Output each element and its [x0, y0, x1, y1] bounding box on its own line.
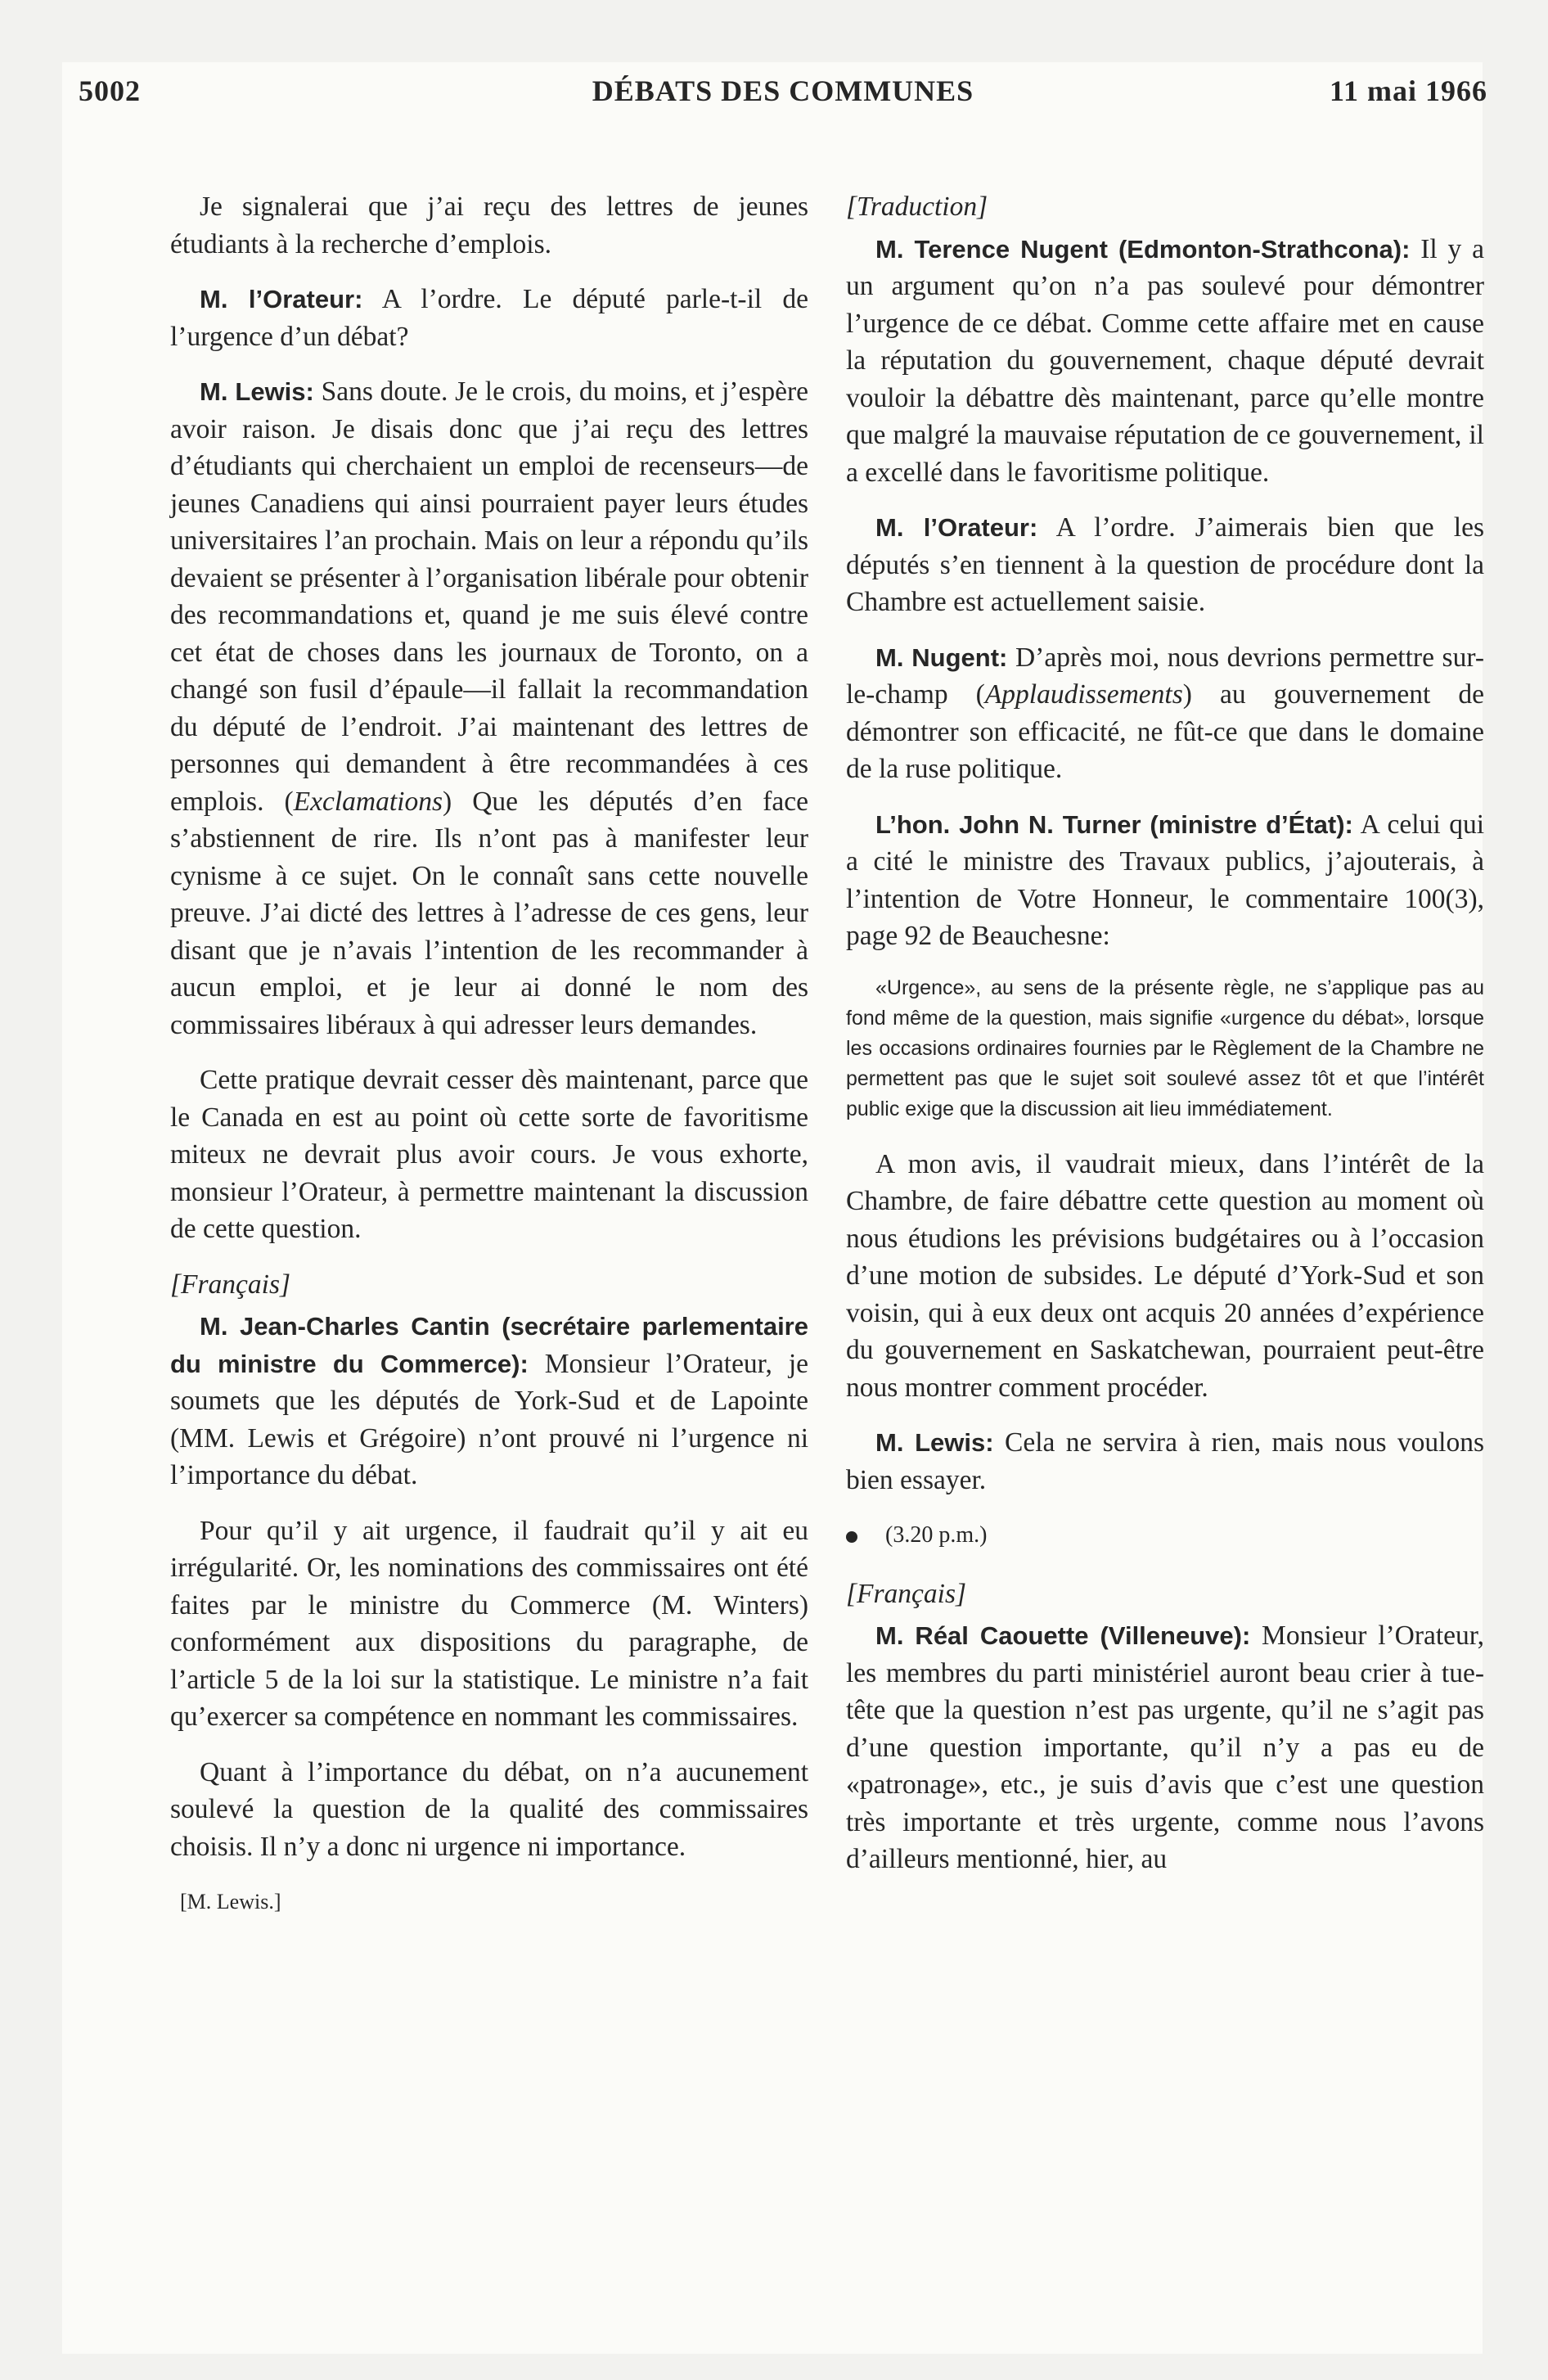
paragraph: Pour qu’il y ait urgence, il faudrait qu’il y ait eu irrégularité. Or, les nominations des commissaires ont été faites par le ministre du Commerce (M. Winters) conformément aux dispositions du paragraphe, de l’article 5 de la loi sur la statistique. Le ministre n’a fait qu’exercer sa compétence en nommant les commissaires. [170, 1515, 808, 1732]
paragraph [846, 1424, 1484, 1499]
paragraph [846, 231, 1484, 492]
paragraph: Cette pratique devrait cesser dès maintenant, parce que le Canada en est au point où cette sorte de favoritisme miteux ne devrait plus avoir cours. Je vous exhorte, monsieur l’Orateur, à permettre maintenant la discussion de cette question. [170, 1065, 808, 1244]
right-column [846, 188, 1484, 1896]
page-date: 11 mai 1966 [1329, 74, 1487, 107]
stage-direction: Exclamations [293, 786, 443, 817]
speech-text: A l’ordre. J’aimerais bien que les députés s’en tiennent à la question de procédure dont la Chambre est actuellement saisie. [846, 512, 1484, 617]
paragraph: Quant à l’importance du débat, on n’a aucunement soulevé la question de la qualité des commissaires choisis. Il n’y a donc ni urgence ni importance. [170, 1756, 808, 1862]
language-marker: [Français] [170, 1269, 291, 1300]
speech-text: Cela ne servira à rien, mais nous voulons bien essayer. [846, 1427, 1484, 1495]
speaker-name: M. Lewis: [200, 377, 314, 406]
paragraph [170, 1308, 808, 1494]
paragraph [846, 806, 1484, 955]
speaker-name: M. Lewis: [875, 1428, 994, 1457]
paragraph: A mon avis, il vaudrait mieux, dans l’intérêt de la Chambre, de faire débattre cette question au moment où nous étudions les prévisions budgétaires ou à l’occasion d’une motion de subsides. Le député d’York-Sud et son voisin, qui à eux deux ont acquis 20 années d’expérience du gouvernement en Saskatchewan, pourraient peut-être nous montrer comment procéder. [846, 1148, 1484, 1403]
speaker-name: L’hon. John N. Turner (ministre d’État): [875, 809, 1353, 839]
speaker-name: M. Nugent: [875, 642, 1008, 672]
paragraph: Je signalerai que j’ai reçu des lettres de jeunes étudiants à la recherche d’emplois. [170, 192, 808, 259]
speaker-name: M. Terence Nugent (Edmonton-Strathcona): [875, 234, 1411, 264]
left-column [170, 188, 808, 1939]
timestamp-text: (3.20 p.m.) [885, 1522, 988, 1548]
timestamp [846, 1517, 1484, 1554]
bullet-icon [846, 1531, 857, 1543]
stage-direction: Applaudissements [984, 679, 1183, 710]
paragraph [170, 281, 808, 355]
page-number: 5002 [79, 74, 141, 107]
speech-text: A l’ordre. Le député parle-t-il de l’urgence d’un débat? [170, 284, 808, 352]
paragraph [846, 1617, 1484, 1878]
language-marker: [Traduction] [846, 192, 988, 222]
page-header [79, 74, 1487, 119]
speech-text: Sans doute. Je le crois, du moins, et j’espère avoir raison. Je disais donc que j’ai reçu des lettres d’étudiants qui cherchaient un emploi de recenseurs—de jeunes Canadiens qui ainsi pourraient payer leurs études universitaires l’an prochain. Mais on leur a répondu qu’ils devaient se présenter à l’organisation libérale pour obtenir des recommandations et, quand je me suis élevé contre cet état de choses dans les journaux de Toronto, on a changé son fusil d’épaule—il fallait la recommandation du député de l’endroit. J’ai maintenant des lettres de personnes qui demandent à être recommandées à ces emplois. ( [170, 376, 809, 817]
paragraph [846, 639, 1484, 788]
speech-text: ) au gouvernement de démontrer son efficacité, ne fût-ce que dans le domaine de la ruse politique. [846, 679, 1484, 784]
speech-text: A celui qui a cité le ministre des Travaux publics, j’ajouterais, à l’intention de Votre Honneur, le commentaire 100(3), page 92 de Beauchesne: [846, 809, 1484, 951]
speech-text: D’après moi, nous devrions permettre sur-le-champ ( [846, 642, 1484, 710]
speaker-name: M. Jean-Charles Cantin (secrétaire parlementaire du ministre du Commerce): [170, 1312, 808, 1378]
column-signature: [M. Lewis.] [180, 1890, 281, 1913]
speech-text: Monsieur l’Orateur, je soumets que les députés de York-Sud et de Lapointe (MM. Lewis et Grégoire) n’ont prouvé ni l’urgence ni l’importance du débat. [170, 1348, 808, 1490]
speaker-name: M. l’Orateur: [200, 285, 363, 313]
page-title: DÉBATS DES COMMUNES [592, 74, 974, 107]
paragraph [846, 509, 1484, 621]
block-quote: «Urgence», au sens de la présente règle, ne s’applique pas au fond même de la question, mais signifie «urgence du débat», lorsque les occasions ordinaires fournies par le Règlement de la Chambre ne permettent pas que le sujet soit soulevé assez tôt et que l’intérêt public exige que la discussion ait lieu immédiatement. [846, 976, 1484, 1120]
speaker-name: M. l’Orateur: [875, 513, 1038, 542]
paragraph [170, 373, 808, 1044]
speech-text: ) Que les députés d’en face s’abstiennent de rire. Ils n’ont pas à manifester leur cynisme à ce sujet. On le connaît sans cette nouvelle preuve. J’ai dicté des lettres à l’adresse de ces gens, leur disant que je n’avais l’intention de les recommander à aucun emploi, et je leur ai donné le nom des commissaires libéraux à qui adresser leurs demandes. [170, 786, 808, 1040]
speaker-name: M. Réal Caouette (Villeneuve): [875, 1621, 1251, 1650]
speech-text: Il y a un argument qu’on n’a pas soulevé pour démontrer l’urgence de ce débat. Comme cette affaire met en cause la réputation du gouvernement, chaque député devrait vouloir la débattre dès maintenant, parce qu’elle montre que malgré la mauvaise réputation de ce gouvernement, il a excellé dans le favoritisme politique. [846, 233, 1484, 488]
speech-text: Monsieur l’Orateur, les membres du parti ministériel auront beau crier à tue-tête que la question n’est pas urgente, qu’il ne s’agit pas d’une question importante, qu’il n’y a pas eu de «patronage», etc., je suis d’avis que c’est une question très importante et très urgente, comme nous l’avons d’ailleurs mentionné, hier, au [846, 1620, 1484, 1874]
language-marker: [Français] [846, 1578, 967, 1609]
